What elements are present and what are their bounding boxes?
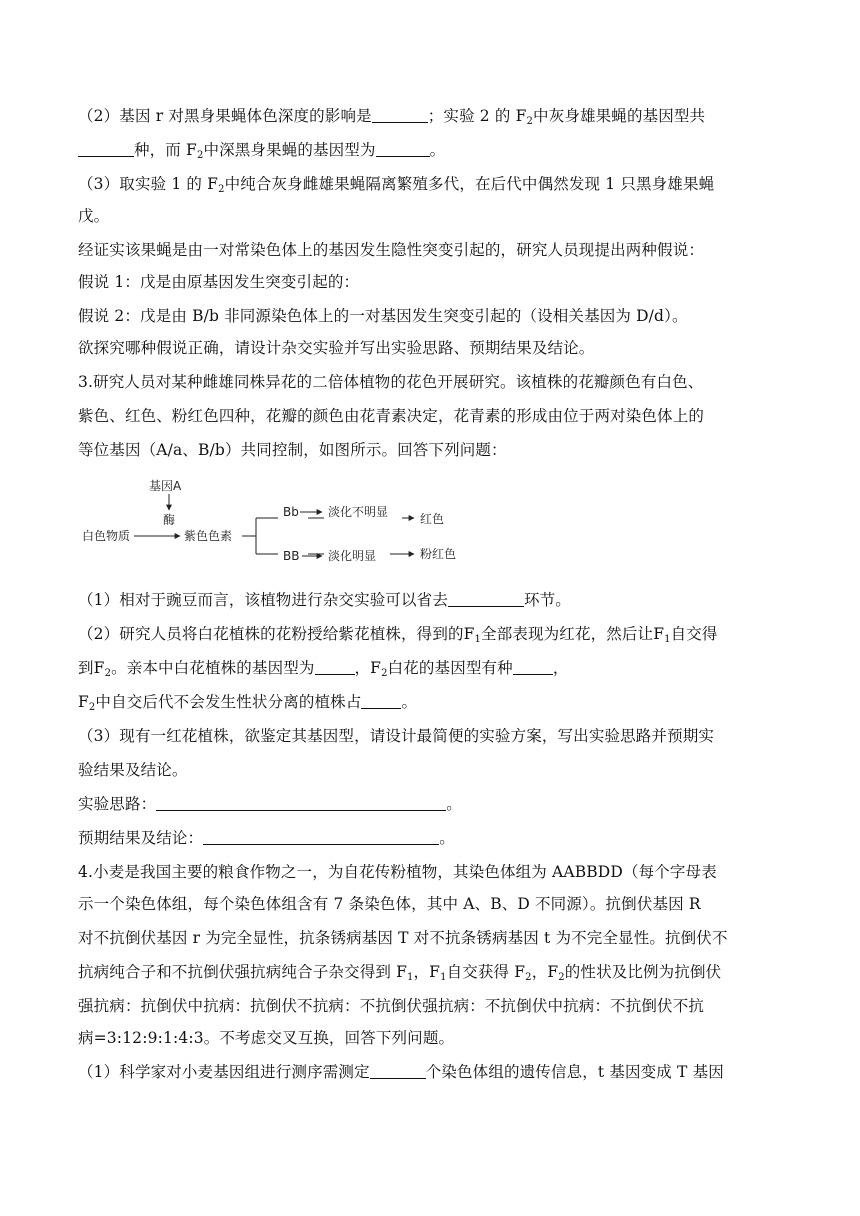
q2-part3-line1: （3）取实验 1 的 $F_2$中纯合灰身雌雄果蝇隔离繁殖多代，在后代中偶然发现 1 只黑身雄果蝇 <box>78 175 715 195</box>
q4-intro-line4: 抗病纯合子和不抗倒伏强抗病纯合子杂交得到 $F_1$，$F_1$自交获得 $F_2$，$F_2$的性状及比例为抗倒伏 <box>78 963 722 983</box>
answer-blank[interactable] <box>361 693 401 709</box>
q3-part3-line2: 验结果及结论。 <box>78 761 188 779</box>
answer-blank[interactable] <box>372 107 428 123</box>
q4-intro-line6: 病=3:12:9:1:4:3。不考虑交叉互换，回答下列问题。 <box>78 1029 455 1047</box>
answer-blank[interactable] <box>376 141 430 157</box>
hypothesis-1: 假说 1：戊是由原基因发生突变引起的： <box>78 273 360 291</box>
q3-intro-line3: 等位基因（A/a、B/b）共同控制，如图所示。回答下列问题： <box>78 441 507 459</box>
q2-part3-task: 欲探究哪种假说正确，请设计杂交实验并写出实验思路、预期结果及结论。 <box>78 339 595 357</box>
q3-part1: （1）相对于豌豆而言，该植物进行杂交实验可以省去 环节。 <box>78 591 571 609</box>
expected-result-line: 预期结果及结论： 。 <box>78 829 455 847</box>
fade-weak-label: 淡化不明显 <box>328 505 389 519</box>
q4-intro-line1: 4.小麦是我国主要的粮食作物之一，为自花传粉植物，其染色体组为 AABBDD（每个字母表 <box>78 863 717 881</box>
white-substance-label: 白色物质 <box>82 529 131 543</box>
q3-part2-line2: 到$F_2$。亲本中白花植株的基因型为 ，$F_2$白花的基因型有种 ， <box>78 659 569 679</box>
hypothesis-2: 假说 2：戊是由 B/b 非同源染色体上的一对基因发生突变引起的（设相关基因为 D/d）。 <box>78 307 688 325</box>
q3-part3-line1: （3）现有一红花植株，欲鉴定其基因型，请设计最简便的实验方案，写出实验思路并预期实 <box>78 727 715 745</box>
q2-part3-line2: 戊。 <box>78 207 110 225</box>
bb-het-label: Bb <box>283 505 299 519</box>
answer-blank[interactable] <box>156 795 446 811</box>
q3-part2-line1: （2）研究人员将白花植株的花粉授给紫花植株，得到的$F_1$全部表现为红花，然后让$F_1$自交得 <box>78 625 718 645</box>
answer-blank[interactable] <box>315 659 355 675</box>
q3-part2-line3: $F_2$中自交后代不会发生性状分离的植株占 。 <box>78 693 418 713</box>
answer-blank[interactable] <box>203 829 439 845</box>
red-label: 红色 <box>420 512 445 526</box>
fade-strong-label: 淡化明显 <box>328 549 377 563</box>
gene-a-label: 基因A <box>149 479 182 493</box>
q2-part3-line3: 经证实该果蝇是由一对常染色体上的基因发生隐性突变引起的，研究人员现提出两种假说： <box>78 241 705 259</box>
answer-blank[interactable] <box>513 659 553 675</box>
q4-part1: （1）科学家对小麦基因组进行测序需测定 个染色体组的遗传信息，t 基因变成 T 基因 <box>78 1063 724 1081</box>
bb-hom-label: BB <box>283 549 300 563</box>
q3-intro-line1: 3.研究人员对某种雌雄同株异花的二倍体植物的花色开展研究。该植株的花瓣颜色有白色、 <box>78 373 704 391</box>
purple-pigment-label: 紫色色素 <box>184 529 233 543</box>
pink-label: 粉红色 <box>420 547 457 561</box>
answer-blank[interactable] <box>448 591 524 607</box>
enzyme-label: 酶 <box>163 513 176 527</box>
experiment-idea-line: 实验思路： 。 <box>78 795 462 813</box>
q2-part2-line1: （2）基因 r 对黑身果蝇体色深度的影响是 ；实验 2 的 $F_2$中灰身雄果蝇的基因型共 <box>78 107 706 127</box>
q2-part2-line2: 种，而 $F_2$中深黑身果蝇的基因型为 。 <box>78 140 445 160</box>
answer-blank[interactable] <box>370 1063 426 1079</box>
q4-intro-line3: 对不抗倒伏基因 r 为完全显性，抗条锈病基因 T 对不抗条锈病基因 t 为不完全显性。抗倒伏不 <box>78 929 728 947</box>
q3-intro-line2: 紫色、红色、粉红色四种，花瓣的颜色由花青素决定，花青素的形成由位于两对染色体上的 <box>78 407 705 425</box>
answer-blank[interactable] <box>78 141 134 157</box>
q4-intro-line5: 强抗病：抗倒伏中抗病：抗倒伏不抗病：不抗倒伏强抗病：不抗倒伏中抗病：不抗倒伏不抗 <box>78 997 705 1015</box>
flower-color-pathway-diagram <box>80 478 480 568</box>
q4-intro-line2: 示一个染色体组，每个染色体组含有 7 条染色体，其中 A、B、D 不同源）。抗倒伏基因 R <box>78 895 701 913</box>
